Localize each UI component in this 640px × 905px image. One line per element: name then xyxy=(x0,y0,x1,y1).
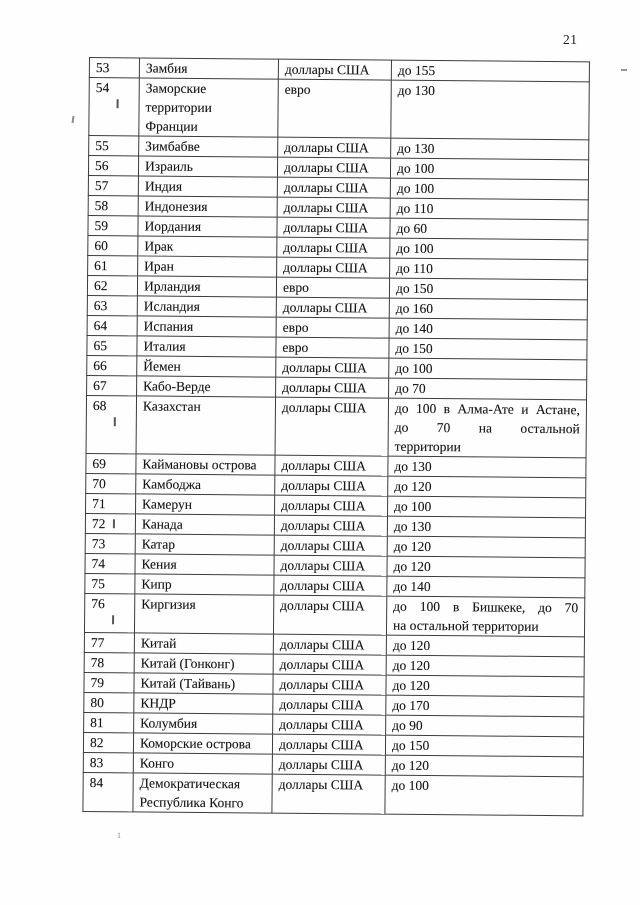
cell-currency: доллары США xyxy=(276,357,389,378)
cell-country: Испания xyxy=(137,316,276,337)
cell-num: 71 xyxy=(86,493,136,513)
cell-currency: евро xyxy=(278,79,392,138)
scan-artifact xyxy=(112,615,114,624)
cell-country: Кения xyxy=(135,554,274,575)
cell-limit: до 140 xyxy=(389,318,587,340)
cell-limit: до 155 xyxy=(391,60,589,82)
cell-country: Конго xyxy=(133,753,272,774)
cell-country: Кабо-Верде xyxy=(137,376,276,397)
cell-currency: доллары США xyxy=(272,774,385,814)
scan-speck: 1 xyxy=(117,831,121,840)
cell-limit: до 100 xyxy=(390,178,588,200)
cell-num: 56 xyxy=(88,156,138,176)
cell-currency: доллары США xyxy=(277,177,390,198)
cell-num: 53 xyxy=(89,58,139,78)
cell-num: 54 xyxy=(89,78,140,136)
cell-currency: евро xyxy=(276,337,389,358)
cell-num: 70 xyxy=(86,473,136,493)
cell-country: Катар xyxy=(135,534,274,555)
cell-limit: до 100 xyxy=(388,496,586,518)
cell-country: Йемен xyxy=(137,356,276,377)
limits-table-wrap xyxy=(82,57,593,816)
cell-num: 63 xyxy=(87,295,137,315)
cell-num: 66 xyxy=(87,355,137,375)
cell-currency: евро xyxy=(276,277,389,298)
cell-num: 76 xyxy=(84,593,134,632)
cell-currency: доллары США xyxy=(274,555,387,576)
table-body xyxy=(83,58,590,816)
cell-num: 80 xyxy=(84,692,134,712)
cell-currency: доллары США xyxy=(274,535,387,556)
cell-num: 74 xyxy=(85,553,135,573)
cell-currency: доллары США xyxy=(273,654,386,675)
cell-country: Камбоджа xyxy=(136,474,275,495)
cell-currency: доллары США xyxy=(277,157,390,178)
cell-limit: до 160 xyxy=(389,298,587,320)
cell-num: 67 xyxy=(87,375,137,395)
cell-limit: до 100 xyxy=(389,358,587,380)
cell-num: 72 xyxy=(85,513,135,533)
cell-num: 84 xyxy=(83,772,133,811)
cell-currency: доллары США xyxy=(276,377,389,398)
cell-limit: до 140 xyxy=(387,576,585,598)
cell-num: 79 xyxy=(84,672,134,692)
cell-num: 57 xyxy=(88,175,138,195)
cell-country: Заморские территории Франции xyxy=(139,78,279,137)
cell-num: 82 xyxy=(83,732,133,752)
cell-currency: доллары США xyxy=(274,575,387,596)
cell-country: Казахстан xyxy=(136,396,276,455)
cell-num: 68 xyxy=(86,395,137,453)
table-row xyxy=(83,772,583,815)
cell-currency: доллары США xyxy=(273,714,386,735)
cell-limit: до 120 xyxy=(385,755,583,777)
cell-num: 81 xyxy=(84,712,134,732)
cell-country: Колумбия xyxy=(134,713,273,734)
scan-speck xyxy=(621,69,627,71)
cell-currency: доллары США xyxy=(274,515,387,536)
limits-table xyxy=(82,57,590,816)
cell-currency: доллары США xyxy=(275,455,388,476)
cell-country: Китай (Тайвань) xyxy=(134,673,273,694)
cell-limit: до 150 xyxy=(385,735,583,757)
table-row xyxy=(89,78,589,140)
cell-limit: до 60 xyxy=(390,218,588,240)
cell-num: 59 xyxy=(88,215,138,235)
cell-country: Ирак xyxy=(138,236,277,257)
cell-currency: доллары США xyxy=(273,674,386,695)
scan-artifact xyxy=(117,99,119,108)
cell-country: Иордания xyxy=(138,216,277,237)
cell-country: Киргизия xyxy=(134,594,273,634)
cell-currency: доллары США xyxy=(278,137,391,158)
page-number: 21 xyxy=(563,32,578,47)
cell-limit: до 120 xyxy=(387,536,585,558)
cell-num: 65 xyxy=(87,335,137,355)
cell-limit: до 150 xyxy=(389,338,587,360)
cell-num: 77 xyxy=(84,632,134,652)
cell-currency: доллары США xyxy=(275,475,388,496)
cell-currency: доллары США xyxy=(272,754,385,775)
cell-currency: доллары США xyxy=(273,634,386,655)
cell-limit: до 170 xyxy=(386,695,584,717)
cell-country: Канада xyxy=(135,514,274,535)
cell-currency: доллары США xyxy=(273,595,386,635)
cell-currency: евро xyxy=(276,317,389,338)
table-row xyxy=(86,395,586,457)
table-row xyxy=(84,593,584,636)
scan-artifact xyxy=(114,417,116,426)
cell-num: 75 xyxy=(85,573,135,593)
scan-artifact xyxy=(113,519,115,528)
cell-num: 61 xyxy=(88,255,138,275)
cell-country: Ирландия xyxy=(137,276,276,297)
scan-speck xyxy=(72,116,75,123)
cell-limit: до 100 xyxy=(385,775,583,816)
cell-num: 83 xyxy=(83,752,133,772)
cell-limit: до 130 xyxy=(388,456,586,478)
cell-limit: до 130 xyxy=(387,516,585,538)
cell-country: Иран xyxy=(138,256,277,277)
cell-limit: до 120 xyxy=(386,635,584,657)
cell-country: Зимбабве xyxy=(139,136,278,157)
cell-limit: до 70 xyxy=(389,378,587,400)
cell-country: Китай xyxy=(134,633,273,654)
cell-currency: доллары США xyxy=(277,197,390,218)
cell-num: 73 xyxy=(85,533,135,553)
cell-num: 64 xyxy=(87,315,137,335)
cell-limit: до 100 в Алма-Ате и Астане, до 70 на остальной территории xyxy=(388,398,586,458)
cell-country: Израиль xyxy=(138,156,277,177)
cell-currency: доллары США xyxy=(275,397,389,456)
cell-limit: до 100 xyxy=(390,158,588,180)
cell-country: Камерун xyxy=(136,494,275,515)
cell-country: Китай (Гонконг) xyxy=(134,653,273,674)
cell-num: 60 xyxy=(88,235,138,255)
cell-country: КНДР xyxy=(134,693,273,714)
cell-limit: до 90 xyxy=(386,715,584,737)
cell-limit: до 150 xyxy=(389,278,587,300)
cell-country: Индия xyxy=(138,176,277,197)
cell-country: Демократическая Республика Конго xyxy=(133,773,272,813)
cell-limit: до 100 в Бишкеке, до 70 на остальной территории xyxy=(386,596,584,637)
cell-limit: до 120 xyxy=(388,476,586,498)
cell-limit: до 120 xyxy=(386,655,584,677)
cell-limit: до 120 xyxy=(387,556,585,578)
cell-limit: до 120 xyxy=(386,675,584,697)
cell-limit: до 100 xyxy=(390,238,588,260)
cell-currency: доллары США xyxy=(278,59,391,80)
cell-currency: доллары США xyxy=(273,694,386,715)
cell-country: Каймановы острова xyxy=(136,454,275,475)
cell-num: 55 xyxy=(89,136,139,156)
cell-num: 62 xyxy=(87,275,137,295)
cell-limit: до 110 xyxy=(390,258,588,280)
cell-currency: доллары США xyxy=(275,495,388,516)
cell-num: 58 xyxy=(88,195,138,215)
cell-country: Кипр xyxy=(135,574,274,595)
cell-num: 78 xyxy=(84,652,134,672)
cell-currency: доллары США xyxy=(272,734,385,755)
cell-currency: доллары США xyxy=(277,237,390,258)
cell-currency: доллары США xyxy=(277,217,390,238)
cell-country: Замбия xyxy=(139,58,278,79)
cell-limit: до 110 xyxy=(390,198,588,220)
cell-country: Индонезия xyxy=(138,196,277,217)
cell-country: Исландия xyxy=(137,296,276,317)
cell-currency: доллары США xyxy=(276,297,389,318)
cell-currency: доллары США xyxy=(277,257,390,278)
cell-num: 69 xyxy=(86,453,136,473)
cell-country: Италия xyxy=(137,336,276,357)
cell-country: Коморские острова xyxy=(133,733,272,754)
cell-limit: до 130 xyxy=(391,138,589,160)
cell-limit: до 130 xyxy=(391,80,589,140)
